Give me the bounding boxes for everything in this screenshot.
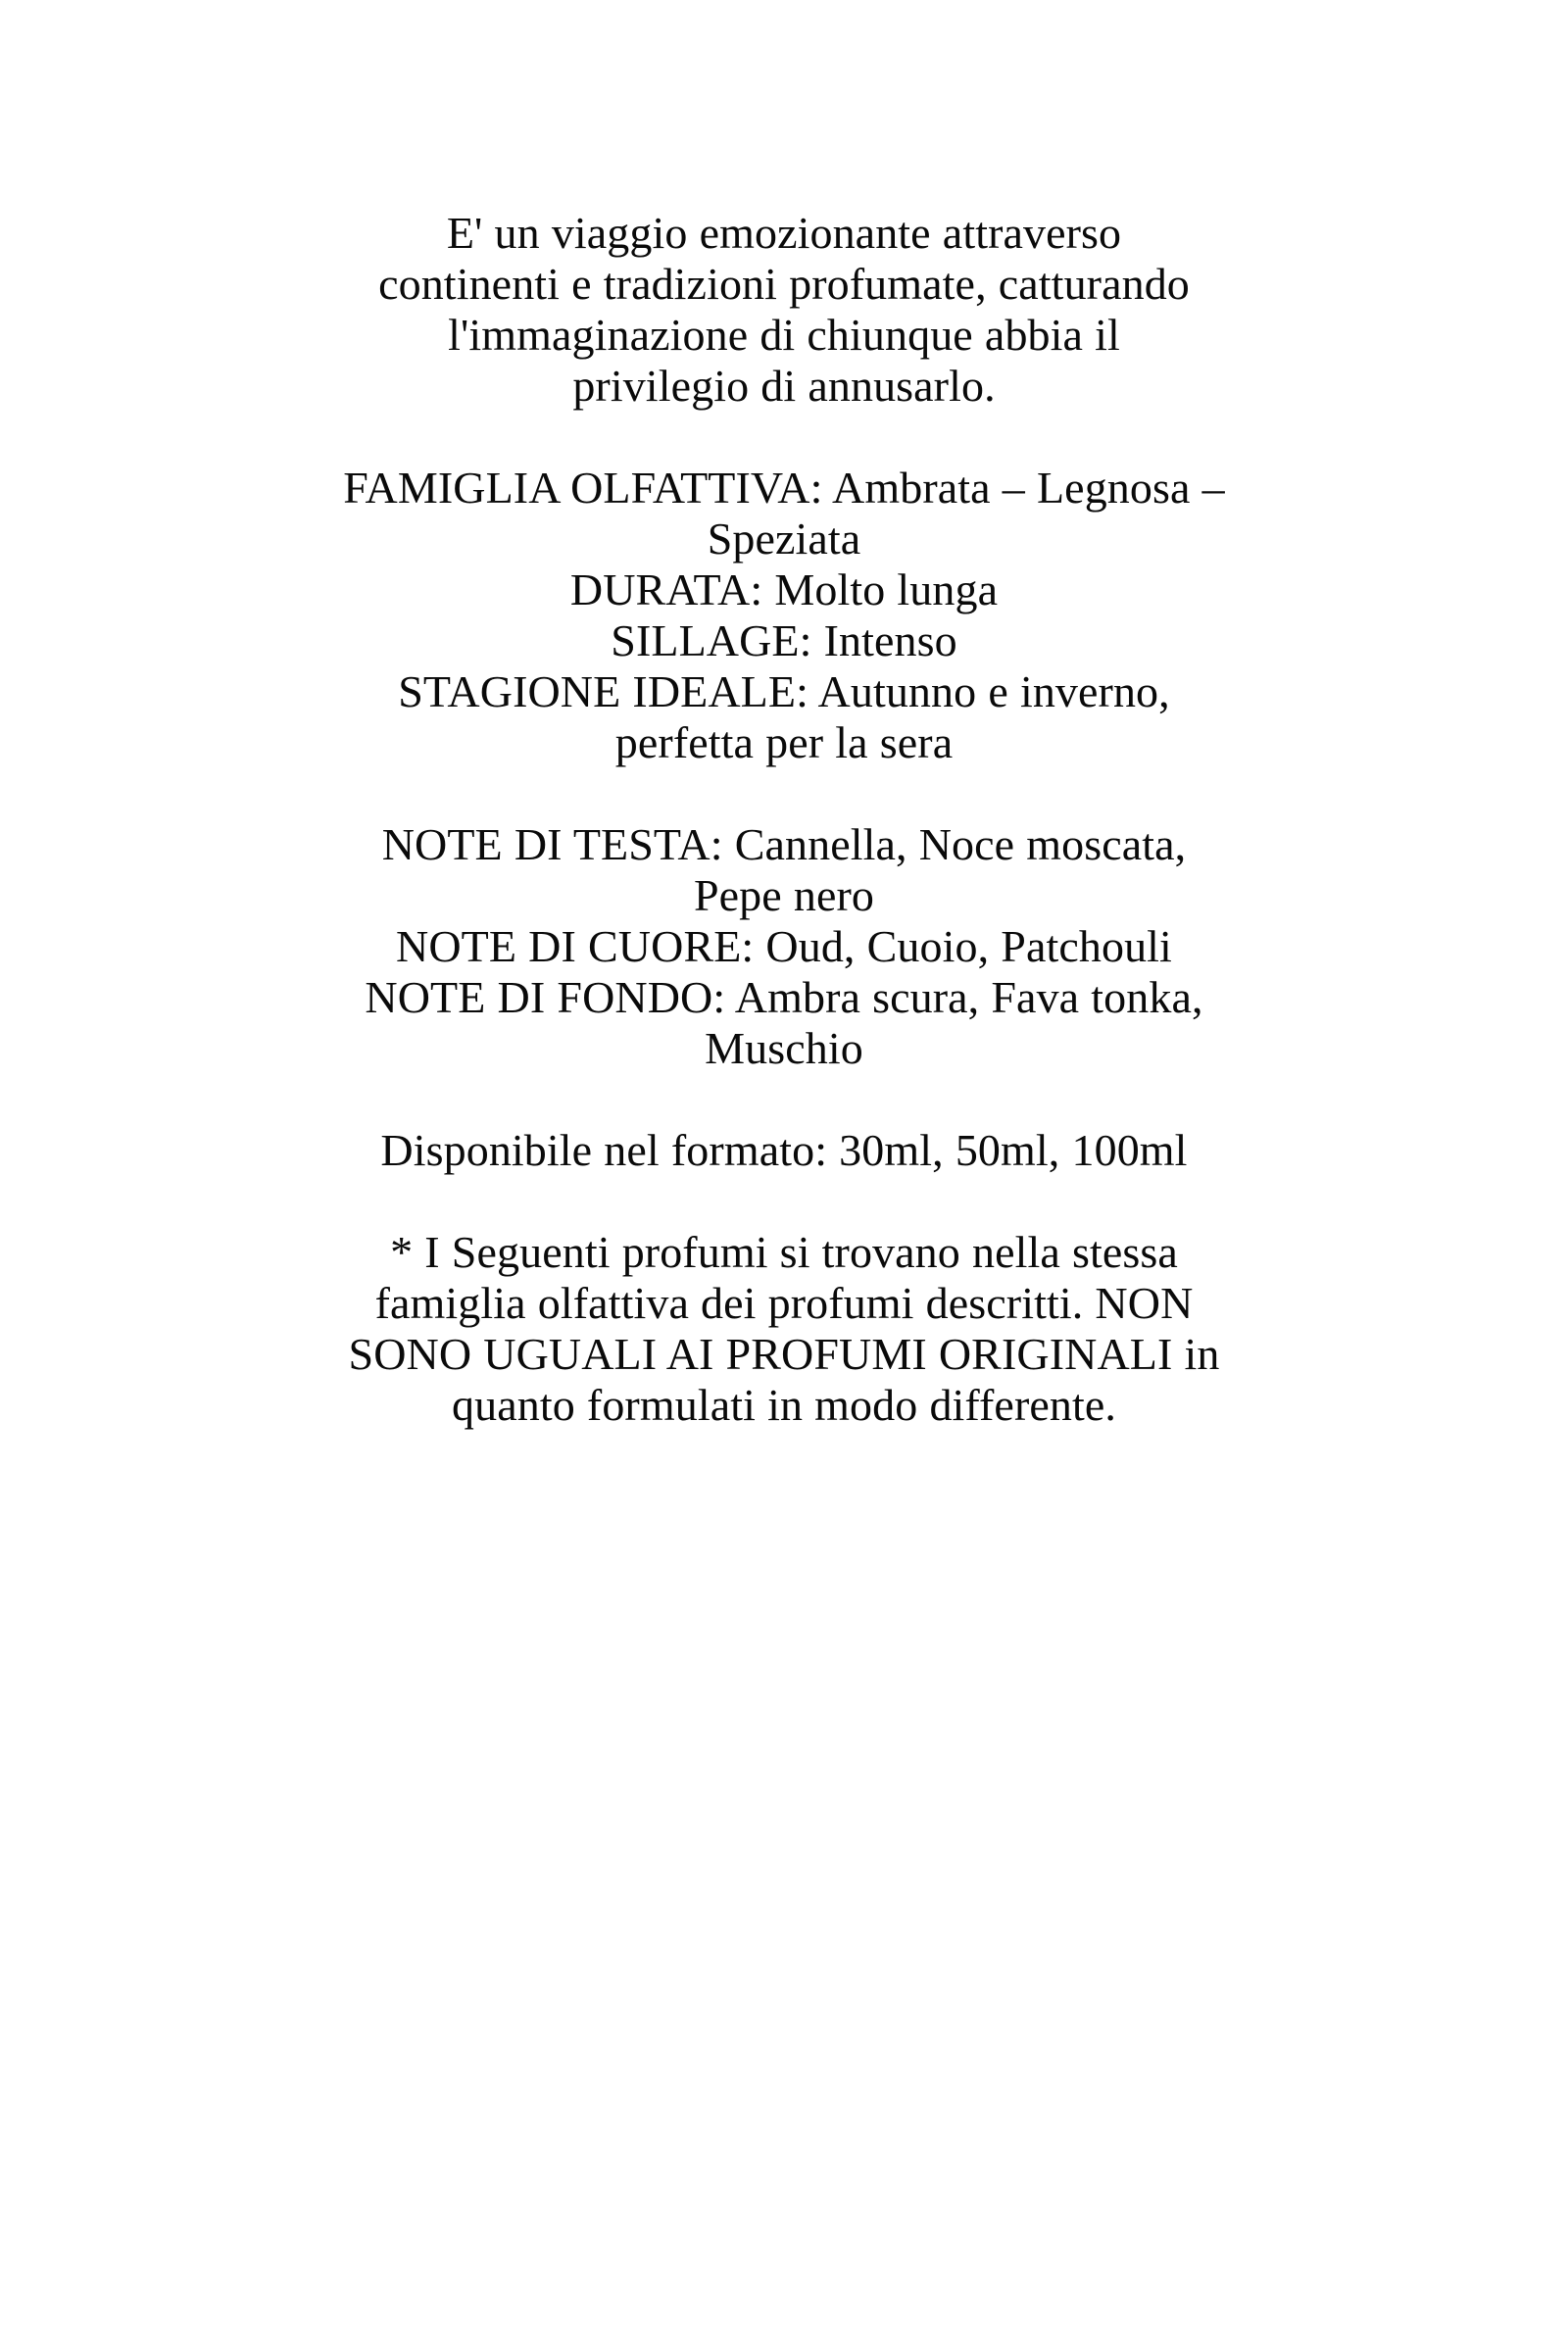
intro-line-3: l'immaginazione di chiunque abbia il	[448, 310, 1120, 360]
disclaimer-line-3: SONO UGUALI AI PROFUMI ORIGINALI in	[348, 1329, 1220, 1379]
available-sizes-line: Disponibile nel formato: 30ml, 50ml, 100ml	[380, 1125, 1188, 1175]
attribute-line-sillage: SILLAGE: Intenso	[611, 615, 957, 665]
note-line-testa-2: Pepe nero	[693, 870, 875, 920]
note-line-cuore: NOTE DI CUORE: Oud, Cuoio, Patchouli	[396, 921, 1172, 971]
disclaimer-line-2: famiglia olfattiva dei profumi descritti. NON	[374, 1278, 1194, 1328]
intro-line-2: continenti e tradizioni profumate, catturando	[378, 259, 1190, 309]
attribute-line-stagione-ideale-2: perfetta per la sera	[614, 717, 954, 767]
note-line-testa-1: NOTE DI TESTA: Cannella, Noce moscata,	[381, 819, 1187, 869]
note-line-fondo-1: NOTE DI FONDO: Ambra scura, Fava tonka,	[365, 972, 1203, 1022]
intro-line-1: E' un viaggio emozionante attraverso	[446, 208, 1122, 258]
attribute-line-durata: DURATA: Molto lunga	[569, 564, 999, 614]
available-sizes-paragraph	[127, 1125, 1441, 1176]
attributes-paragraph	[127, 463, 1441, 768]
attribute-line-stagione-ideale-1: STAGIONE IDEALE: Autunno e inverno,	[398, 666, 1170, 716]
fragrance-notes-paragraph	[127, 819, 1441, 1074]
attribute-line-famiglia-olfattiva-1: FAMIGLIA OLFATTIVA: Ambrata – Legnosa –	[343, 463, 1225, 513]
disclaimer-line-4: quanto formulati in modo differente.	[452, 1380, 1116, 1430]
document-content	[127, 208, 1441, 1431]
disclaimer-paragraph	[127, 1227, 1441, 1431]
intro-line-4: privilegio di annusarlo.	[572, 361, 996, 411]
disclaimer-line-1: * I Seguenti profumi si trovano nella stessa	[390, 1227, 1178, 1277]
intro-paragraph	[127, 208, 1441, 412]
note-line-fondo-2: Muschio	[705, 1023, 863, 1073]
attribute-line-famiglia-olfattiva-2: Speziata	[707, 514, 861, 564]
